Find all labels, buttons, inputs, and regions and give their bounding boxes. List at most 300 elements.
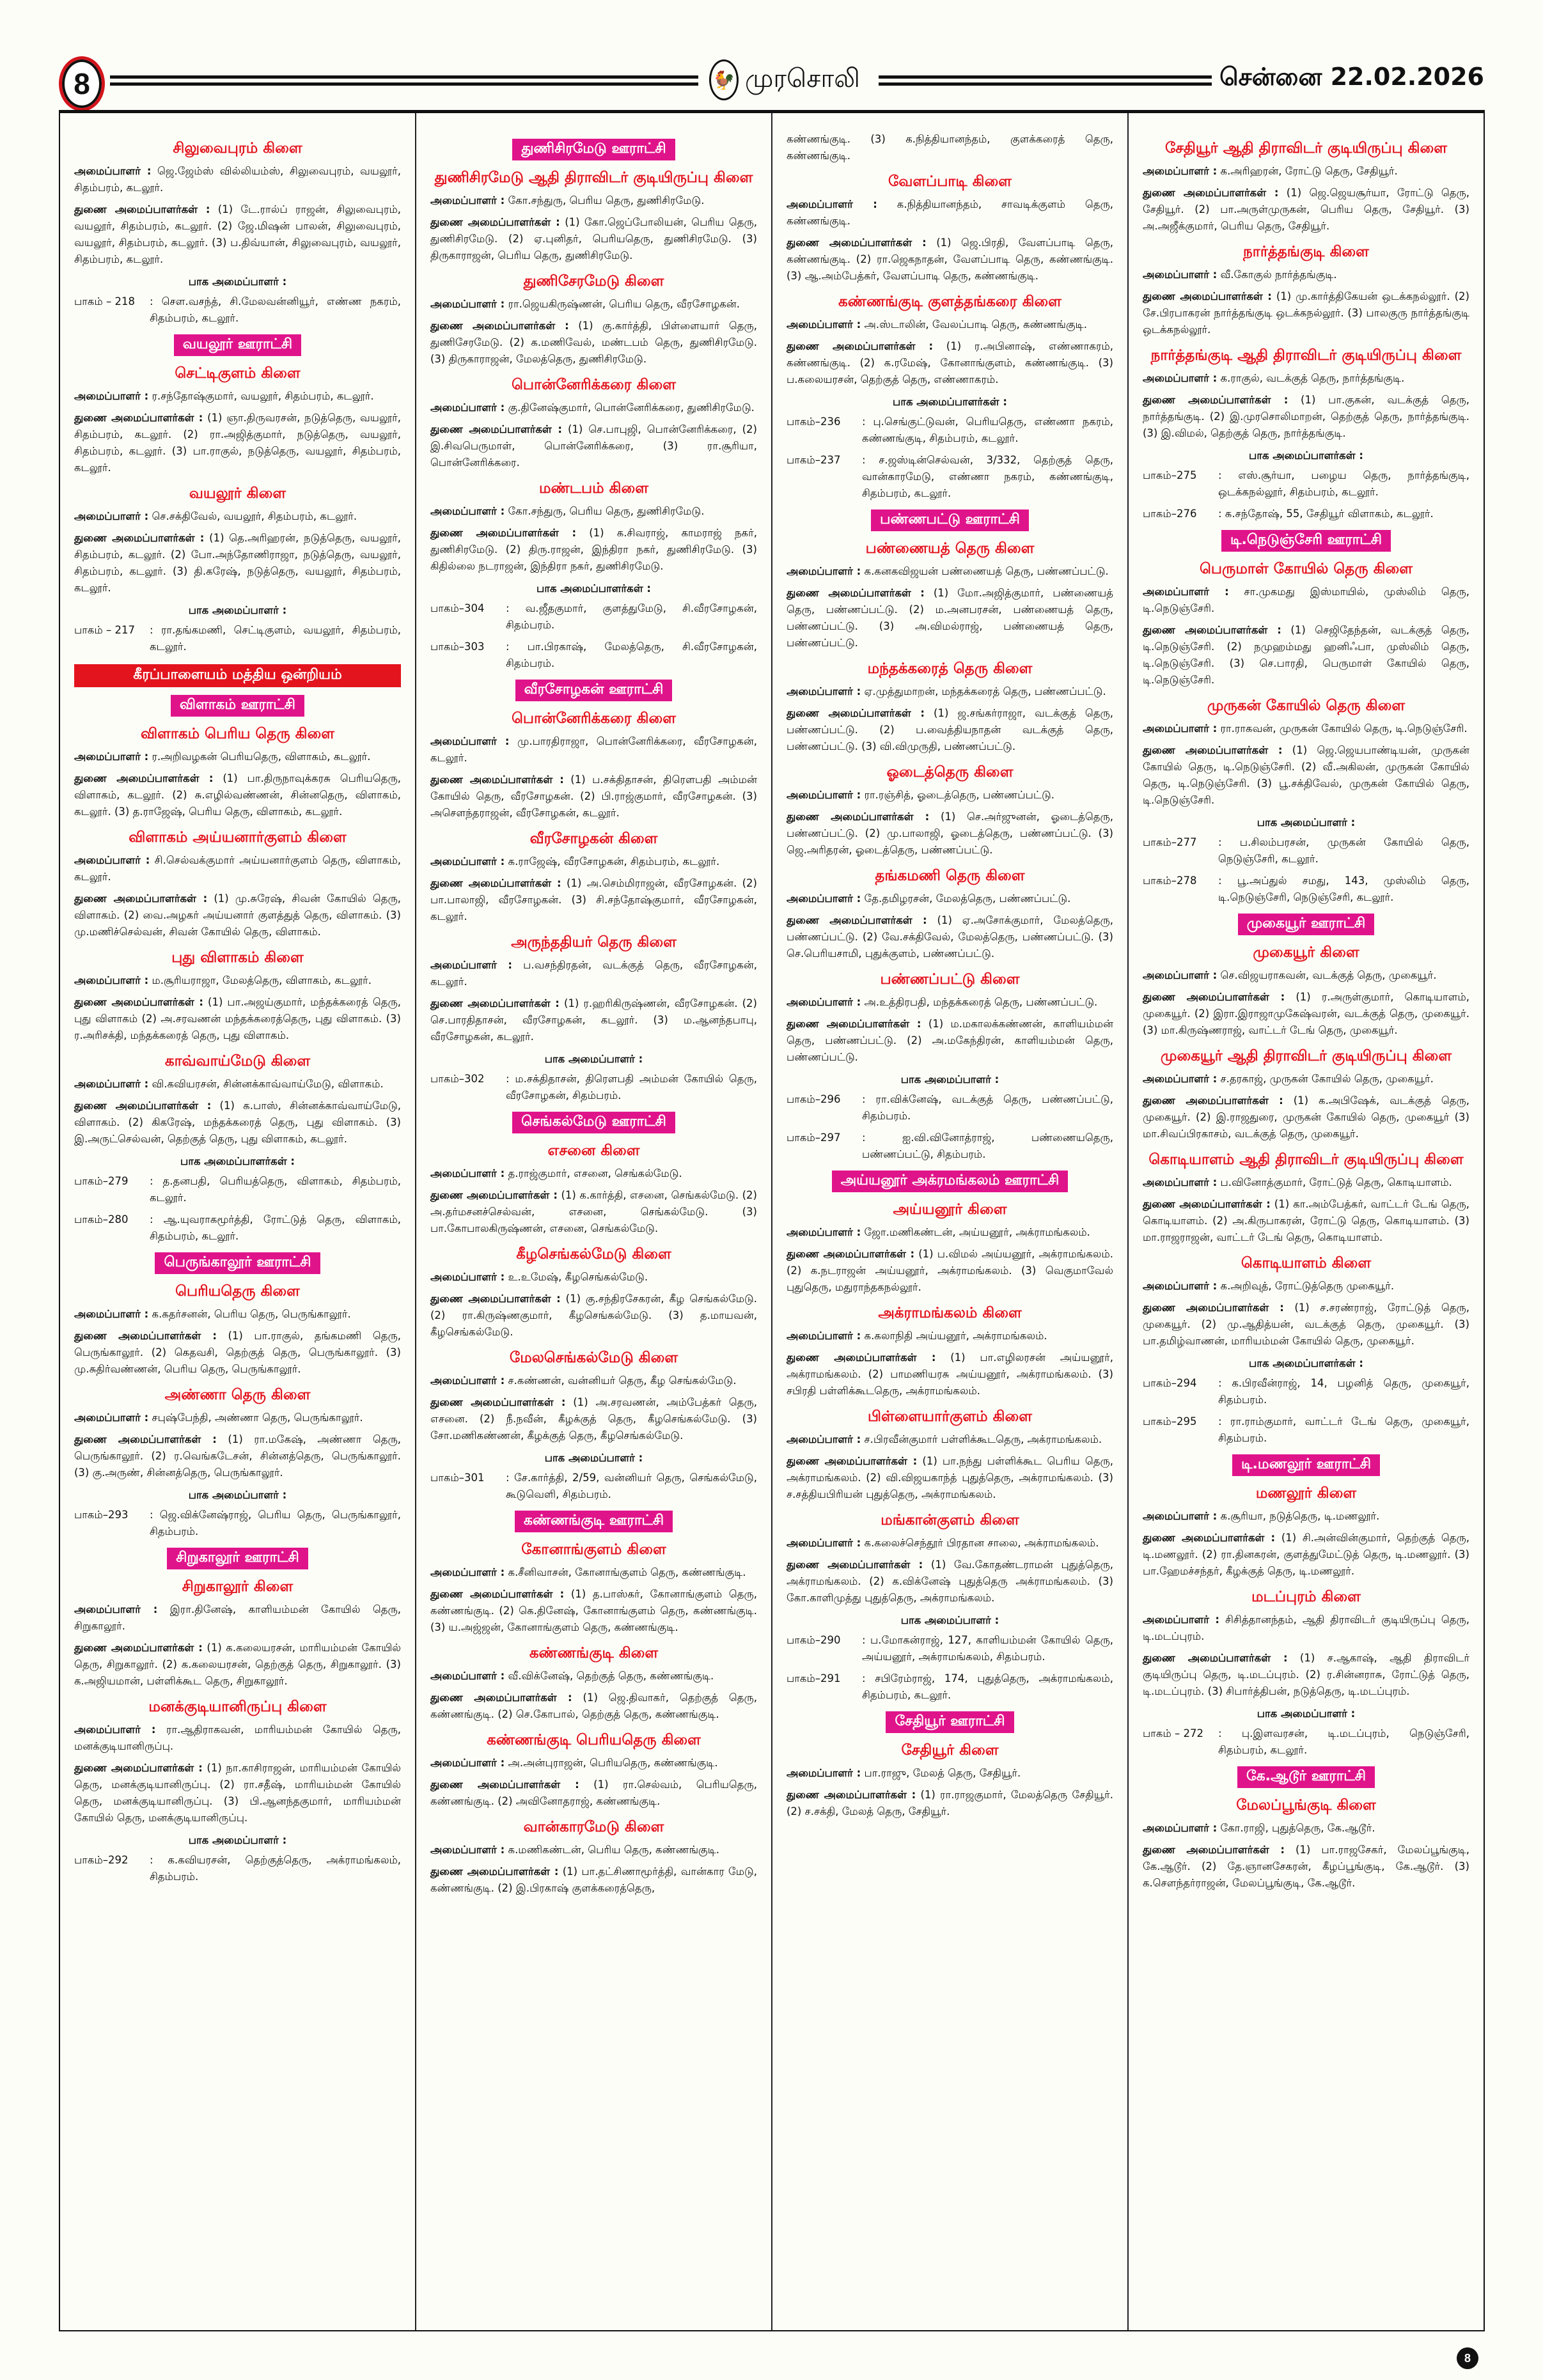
member-names: (1) நா.காசிராஜன், மாரியம்மன் கோயில் தெரு, மனக்குடியானிருப்பு. (2) ரா.சதீஷ், மாரியம்மன் கோயில் தெரு, மனக்குடியானிருப்பு. (3) பி.ஆனந்தகுமார், மாரியம்மன் கோயில் தெரு, மனக்குடியானிருப்பு.: [74, 1762, 401, 1824]
section-subheading: பாக அமைப்பாளர் :: [188, 1489, 287, 1501]
booth-member: : ம.சக்திதாசன், திரௌபதி அம்மன் கோயில் தெரு, வீரசோழகன், சிதம்பரம்.: [506, 1073, 757, 1101]
member-names: ச.தரகாஜ், முருகன் கோயில் தெரு, முகையூர்.: [1217, 1073, 1434, 1085]
member-names: க.அரிஹரன், ரோட்டு தெரு, சேதியூர்.: [1217, 165, 1398, 177]
member-names: க.கதர்சனன், பெரிய தெரு, பெருங்காலூர்.: [148, 1308, 351, 1320]
member-names: (1) ரா.செல்வம், பெரியதெரு, கண்ணங்குடி. (2) அவினோதராஜ், கண்ணங்குடி.: [430, 1778, 757, 1807]
dateline: சென்னை 22.02.2026: [1212, 63, 1484, 95]
role-label: துணை அமைப்பாளர்கள் :: [74, 203, 210, 215]
booth-number: பாகம்–301: [430, 1472, 485, 1484]
role-label: துணை அமைப்பாளர்கள் :: [787, 707, 925, 719]
role-label: அமைப்பாளர் :: [430, 401, 505, 414]
section-subheading: பாக அமைப்பாளர் :: [544, 1053, 643, 1065]
booth-entry: [787, 452, 1113, 502]
section-subheading: பாக அமைப்பாளர் :: [1257, 816, 1356, 828]
branch-heading: அண்ணா தெரு கிளை: [164, 1387, 311, 1403]
member-names: (1) பா.நந்து பள்ளிக்கூட பெரிய தெரு, அக்ராமங்கலம். (2) வி.விஜயகாந்த் புதுத்தெரு, அக்ராமங்கலம். (3) ச.சத்தியபிரியன் புதுத்தெரு, அக்ராமங்கலம்.: [787, 1455, 1113, 1500]
member-paragraph: [1143, 989, 1469, 1039]
panchayat-banner: விளாகம் ஊராட்சி: [171, 695, 304, 717]
booth-entry: [1143, 467, 1469, 501]
branch-heading: மேலப்பூங்குடி கிளை: [1236, 1797, 1376, 1814]
branch-heading: சேதியூர் கிளை: [901, 1742, 999, 1759]
role-label: அமைப்பாளர் :: [787, 1226, 861, 1238]
member-paragraph: [430, 503, 757, 520]
booth-entry: [430, 1071, 757, 1104]
booth-number: பாகம்–294: [1143, 1377, 1197, 1389]
member-names: (1) மோ.அஜித்குமார், பண்ணையத் தெரு, பண்ணப்பட்டு. (2) ம.அனபரசன், பண்ணையத் தெரு, பண்ணப்பட்டு. (3) அ.விமல்ராஜ், பண்ணையத் தெரு, பண்ணப்பட்டு.: [787, 587, 1113, 649]
member-paragraph: [430, 1690, 757, 1723]
panchayat-banner: கே.ஆடூர் ஊராட்சி: [1237, 1766, 1375, 1788]
member-paragraph: [1143, 185, 1469, 235]
role-label: துணை அமைப்பாளர்கள் :: [1143, 744, 1283, 756]
branch-heading: துணிசிரமேடு ஆதி திராவிடர் குடியிருப்பு கிளை: [434, 169, 753, 186]
member-names: (1) க.சிவராஜ், காமராஜ் நகர், துணிசிரமேடு. (2) திரு.ராஜன், இந்திரா நகர், துணிசிரமேடு. (3) கிதில்லை நடராஜன், இந்திரா நகர், துணிசிரமேடு.: [430, 527, 757, 572]
booth-member: : வ.ஜீதகுமார், குளத்துமேடு, சி.வீரசோழகன், சிதம்பரம்.: [506, 602, 757, 631]
booth-number: பாகம்–275: [1143, 469, 1197, 481]
role-label: துணை அமைப்பாளர்கள் :: [787, 237, 927, 249]
member-paragraph: [787, 891, 1113, 907]
member-paragraph: [74, 1601, 401, 1635]
member-names: (1) ஜெ.ஜெயபாண்டியன், முருகன் கோயில் தெரு, டி.நெடுஞ்சேரி. (2) வீ.அகிலன், முருகன் கோயில் தெரு, டி.நெடுஞ்சேரி. (3) பூ.சக்திவேல், முருகன் கோயில் தெரு, டி.நெடுஞ்சேரி.: [1143, 744, 1469, 806]
role-label: அமைப்பாளர் :: [787, 892, 861, 905]
branch-heading: கோனாங்குளம் கிளை: [521, 1541, 666, 1558]
member-paragraph: [430, 957, 757, 990]
role-label: அமைப்பாளர் :: [787, 1433, 861, 1445]
member-paragraph: [430, 1394, 757, 1444]
member-names: க.சூரியா, நடுத்தெரு, டி.மணலூர்.: [1217, 1510, 1380, 1522]
member-paragraph: [787, 316, 1113, 333]
role-label: அமைப்பாளர் :: [430, 505, 505, 517]
role-label: அமைப்பாளர் :: [74, 1723, 156, 1736]
member-paragraph: [430, 772, 757, 821]
branch-heading: தங்கமணி தெரு கிளை: [875, 867, 1025, 884]
member-names: (1) கோ.ஜெப்போலியன், பெரிய தெரு, துணிசிரமேடு. (2) ஏ.புனிதர், பெரியதெரு, துணிசிரமேடு. (3) திருகாராஜன், பெரிய தெரு, துணிசிரமேடு.: [430, 216, 757, 261]
role-label: துணை அமைப்பாளர்கள் :: [787, 1248, 915, 1260]
member-names: க.கலாநிதி அய்யனூர், அக்ராமங்கலம்.: [861, 1330, 1047, 1342]
member-names: கோ.சந்துரு, பெரிய தெரு, துணிசிரமேடு.: [505, 505, 705, 517]
role-label: அமைப்பாளர் :: [430, 1670, 505, 1682]
member-names: (1) கு.கார்த்தி, பிள்ளையார் தெரு, துணிசேரமேடு. (2) க.மணிவேல், மண்டபம் தெரு, துணிசிரமேடு. (3) திருகாராஜன், மேலத்தெரு, துணிசிரமேடு.: [430, 320, 757, 365]
member-paragraph: [430, 875, 757, 925]
member-paragraph: [787, 1246, 1113, 1296]
booth-member: : ரா.விக்னேஷ், வடக்குத் தெரு, பண்ணப்பட்டு, சிதம்பரம்.: [862, 1093, 1113, 1122]
member-names: (1) ச.சரண்ராஜ், ரோட்டுத் தெரு, முகையூர். (2) மு.ஆதித்யன், வடக்குத் தெரு, முகையூர். (3) பா.தமிழ்வாணன், மாரியம்மன் கோயில் தெரு, முகையூர்.: [1143, 1302, 1469, 1347]
member-paragraph: [787, 585, 1113, 651]
member-names: மு.பாரதிராஜா, பொன்னேரிக்கரை, வீரசோழகன், கடலூர்.: [430, 735, 757, 764]
member-names: கு.தினேஷ்குமார், பொன்னேரிக்கரை, துணிசிரமேடு.: [505, 401, 755, 414]
member-paragraph: [74, 1640, 401, 1690]
role-label: அமைப்பாளர் :: [787, 789, 861, 801]
member-paragraph: [787, 787, 1113, 804]
branch-heading: வான்காரமேடு கிளை: [523, 1819, 664, 1835]
member-paragraph: [74, 1760, 401, 1826]
branch-heading: செட்டிகுளம் கிளை: [175, 365, 301, 382]
role-label: அமைப்பாளர் :: [1143, 1073, 1218, 1085]
member-paragraph: [1143, 1093, 1469, 1142]
role-label: அமைப்பாளர் :: [430, 1844, 505, 1856]
role-label: துணை அமைப்பாளர்கள் :: [787, 1455, 918, 1467]
role-label: அமைப்பாளர் :: [74, 510, 149, 522]
role-label: அமைப்பாளர் :: [787, 318, 861, 331]
member-names: (1) ச.ஆகாஷ், ஆதி திராவிடர் குடியிருப்பு தெரு, டி.மடப்புரம். (2) ர.சின்னராசு, ரோட்டுத் தெரு, டி.மடப்புரம். (3) சிபார்த்திபன், நடுத்தெரு, டி.மடப்புரம்.: [1143, 1652, 1469, 1697]
column-1: [60, 113, 416, 2330]
booth-number: பாகம்–277: [1143, 836, 1197, 848]
member-paragraph: [74, 163, 401, 196]
member-paragraph: [430, 1269, 757, 1286]
booth-member: : சே.கார்த்தி, 2/59, வன்னியர் தெரு, செங்கல்மேடு, கூடுவெளி, சிதம்பரம்.: [506, 1472, 757, 1500]
booth-member: : சௌ.வசந்த், சி.மேலவன்னியூர், எண்ண நகரம், சிதம்பரம், கடலூர்.: [150, 295, 401, 324]
page-number-badge: 8: [59, 56, 105, 111]
role-label: துணை அமைப்பாளர்கள் :: [74, 1762, 203, 1774]
booth-member: : க.சந்தோஷ், 55, சேதியூர் விளாகம், கடலூர்.: [1218, 508, 1434, 520]
member-paragraph: [1143, 1530, 1469, 1580]
section-subheading: பாக அமைப்பாளர் :: [544, 1452, 643, 1464]
booth-entry: [430, 1470, 757, 1503]
member-paragraph: [430, 1755, 757, 1771]
booth-entry: [1143, 1375, 1469, 1408]
member-paragraph: [74, 749, 401, 765]
member-names: இரா.தினேஷ், காளியம்மன் கோயில் தெரு, சிறுகாலூர்.: [74, 1603, 401, 1632]
member-paragraph: [430, 318, 757, 368]
role-label: துணை அமைப்பாளர்கள் :: [787, 1789, 916, 1801]
member-names: (1) பா.திருநாவுக்கரசு பெரியதெரு, விளாகம், கடலூர். (2) சு.எழில்வண்ணன், சின்னதெரு, விளாகம், கடலூர். (3) த.ராஜேஷ், பெரிய தெரு, விளாகம், கடலூர்.: [74, 772, 401, 818]
member-names: (1) பா.எழிலரசன் அய்யனூர், அக்ராமங்கலம். (2) பாமணியரசு அய்யனூர், அக்ராமங்கலம். (3) சபிரதி பள்ளிக்கூடதெரு, அக்ராமங்கலம்.: [787, 1351, 1113, 1397]
booth-member: : க.கவியரசன், தெற்குத்தெரு, அக்ராமங்கலம், சிதம்பரம்.: [150, 1854, 401, 1883]
member-names: (1) செஜிதேந்தன், வடக்குத் தெரு, டி.நெடுஞ்சேரி. (2) நமுஹம்மது ஹனிஃபா, முஸ்லிம் தெரு, டி.நெடுஞ்சேரி. (3) செ.பாரதி, பெருமாள் கோயில் தெரு, டி.நெடுஞ்சேரி.: [1143, 624, 1469, 686]
panchayat-banner: முகையூர் ஊராட்சி: [1238, 914, 1375, 935]
role-label: துணை அமைப்பாளர்கள் :: [74, 1642, 203, 1654]
booth-number: பாகம் – 217: [74, 624, 135, 636]
role-label: துணை அமைப்பாளர்கள் :: [430, 527, 577, 539]
role-label: அமைப்பாளர் :: [1143, 1614, 1220, 1626]
branch-heading: பொன்னேரிக்கரை கிளை: [512, 710, 676, 727]
booth-entry: [74, 1211, 401, 1245]
member-names: ப.வசந்திரதன், வடக்குத் தெரு, வீரசோழகன், கடலூர்.: [430, 959, 757, 988]
booth-entry: [787, 1670, 1113, 1704]
member-paragraph: [1143, 392, 1469, 442]
panchayat-banner: பண்ணபட்டு ஊராட்சி: [871, 509, 1029, 531]
role-label: அமைப்பாளர் :: [430, 1167, 505, 1179]
branch-heading: அக்ராமங்கலம் கிளை: [878, 1305, 1022, 1321]
branch-heading: நார்த்தங்குடி கிளை: [1243, 244, 1369, 260]
member-paragraph: [430, 1187, 757, 1237]
member-names: (1) வே.கோதண்டராமன் புதுத்தெரு, அக்ராமங்கலம். (2) க.விக்னேஷ் புதுத்தெரு அக்ராமங்கலம். (3) கோ.காளிமுத்து புதுத்தெரு, அக்ராமங்கலம்.: [787, 1559, 1113, 1604]
member-names: அ.ஸ்டாலின், வேலப்பாடி தெரு, கண்ணங்குடி.: [861, 318, 1087, 331]
member-names: ஜோ.மணிகண்டன், அய்யனூர், அக்ராமங்கலம்.: [861, 1226, 1090, 1238]
member-names: த.ராஜ்குமார், எசனை, செங்கல்மேடு.: [505, 1167, 682, 1179]
member-names: (1) கு.சந்திரசேகரன், கீழ செங்கல்மேடு. (2) ரா.கிருஷ்ணகுமார், கீழசெங்கல்மேடு. (3) த.மாயவன், கீழசெங்கல்மேடு.: [430, 1293, 757, 1338]
member-paragraph: [1143, 1612, 1469, 1645]
member-names: அ.உத்திரபதி, மந்தக்கரைத் தெரு, பண்ணப்பட்டு.: [861, 996, 1098, 1008]
booth-member: : ப.மோகன்ராஜ், 127, காளியம்மன் கோயில் தெரு, அய்யனூர், அக்ராமங்கலம், சிதம்பரம்.: [862, 1634, 1113, 1663]
member-names: (1) மு.கார்த்திகேயன் ஒடக்கநல்லூர். (2) சே.பிரபாகரன் நார்த்தங்குடி ஒடக்கநல்லூர். (3) பாலகுரு நார்த்தங்குடி ஒடக்கநல்லூர்.: [1143, 290, 1469, 336]
member-names: க.மணிகண்டன், பெரிய தெரு, கண்ணங்குடி.: [505, 1844, 720, 1856]
member-paragraph: [787, 809, 1113, 859]
member-names: (1) க.கலையரசன், மாரியம்மன் கோயில் தெரு, சிறுகாலூர். (2) க.கலையரசன், தெற்குத் தெரு, சிறுகாலூர். (3) க.அஜியமான், பள்ளிக்கூட தெரு, சிறுகாலூர்.: [74, 1642, 401, 1687]
member-names: ரா.ராகவன், முருகன் கோயில் தெரு, டி.நெடுஞ்சேரி.: [1217, 722, 1468, 735]
member-paragraph: [430, 1165, 757, 1182]
member-paragraph: [787, 1765, 1113, 1782]
branch-heading: வேளப்பாடி கிளை: [888, 173, 1012, 190]
booth-entry: [1143, 1725, 1469, 1759]
member-paragraph: [74, 891, 401, 940]
branch-heading: முகையூர் கிளை: [1253, 944, 1359, 961]
booth-entry: [787, 1091, 1113, 1124]
member-names: கண்ணங்குடி. (3) க.நித்தியானந்தம், குளக்கரைத் தெரு, கண்ணங்குடி.: [787, 133, 1113, 162]
booth-member: : த.தனபதி, பெரியத்தெரு, விளாகம், சிதம்பரம், கடலூர்.: [150, 1175, 401, 1204]
role-label: அமைப்பாளர் :: [1143, 1822, 1218, 1834]
member-paragraph: [787, 705, 1113, 755]
member-names: ரா.ரஞ்சித், ஓடைத்தெரு, பண்ணப்பட்டு.: [861, 789, 1054, 801]
branch-heading: விளாகம் அய்யனார்குளம் கிளை: [129, 829, 347, 846]
member-paragraph: [430, 1863, 757, 1897]
branch-heading: ஓடைத்தெரு கிளை: [886, 764, 1014, 781]
booth-number: பாகம்–293: [74, 1509, 129, 1521]
member-paragraph: [74, 1076, 401, 1093]
role-label: அமைப்பாளர் :: [1143, 722, 1218, 735]
member-paragraph: [74, 201, 401, 268]
booth-number: பாகம்–291: [787, 1672, 841, 1684]
member-names: சிசித்தானந்தம், ஆதி திராவிடர் குடியிருப்பு தெரு, டி.மடப்புரம்.: [1143, 1614, 1469, 1642]
member-names: க.ராஜேஷ், வீரசோழகன், சிதம்பரம், கடலூர்.: [505, 855, 720, 867]
member-paragraph: [1143, 742, 1469, 809]
role-label: துணை அமைப்பாளர்கள் :: [787, 811, 930, 823]
member-paragraph: [74, 388, 401, 405]
role-label: அமைப்பாளர் :: [1143, 969, 1218, 981]
member-names: ர.சந்தோஷ்குமார், வயலூர், சிதம்பரம், கடலூர்.: [148, 390, 374, 402]
member-names: வி.கவியரசன், சின்னக்காவ்வாய்மேடு, விளாகம்.: [148, 1078, 384, 1090]
role-label: அமைப்பாளர் :: [430, 298, 505, 310]
member-names: (1) அ.செம்மிராஜன், வீரசோழகன். (2) பா.பாலாஜி, வீரசோழகன். (3) சி.சந்தோஷ்குமார், வீரசோழகன், கடலூர்.: [430, 877, 757, 922]
member-paragraph: [787, 1016, 1113, 1066]
member-names: ஏ.முத்துமாறன், மந்தக்கரைத் தெரு, பண்ணப்பட்டு.: [861, 685, 1106, 697]
member-names: சபுஷ்பேந்தி, அண்ணா தெரு, பெருங்காலூர்.: [148, 1412, 363, 1424]
role-label: துணை அமைப்பாளர்கள் :: [787, 1018, 921, 1030]
branch-heading: காவ்வாய்மேடு கிளை: [164, 1053, 311, 1069]
member-paragraph: [430, 421, 757, 471]
member-paragraph: [1143, 370, 1469, 387]
booth-number: பாகம்–237: [787, 454, 841, 466]
panchayat-banner: டி.நெடுஞ்சேரி ஊராட்சி: [1221, 530, 1391, 552]
booth-number: பாகம்–276: [1143, 508, 1197, 520]
member-paragraph: [430, 192, 757, 209]
role-label: அமைப்பாளர் :: [1143, 372, 1218, 384]
branch-heading: மங்கான்குளம் கிளை: [881, 1512, 1019, 1528]
role-label: துணை அமைப்பாளர்கள் :: [1143, 624, 1281, 636]
member-paragraph: [74, 852, 401, 885]
member-names: சி.செல்வக்குமார் அய்யனார்குளம் தெரு, விளாகம், கடலூர்.: [74, 854, 401, 883]
member-paragraph: [787, 683, 1113, 700]
role-label: அமைப்பாளர் :: [787, 565, 861, 577]
role-label: துணை அமைப்பாளர்கள் :: [430, 774, 564, 786]
role-label: துணை அமைப்பாளர்கள் :: [74, 412, 203, 424]
member-paragraph: [787, 563, 1113, 580]
panchayat-banner: சிறுகாலூர் ஊராட்சி: [167, 1548, 308, 1569]
member-paragraph: [1143, 1300, 1469, 1349]
member-paragraph: [787, 1431, 1113, 1448]
booth-entry: [430, 639, 757, 672]
role-label: துணை அமைப்பாளர்கள் :: [430, 877, 561, 889]
member-names: தே.தமிழரசன், மேலத்தெரு, பண்ணப்பட்டு.: [861, 892, 1071, 905]
panchayat-banner: வயலூர் ஊராட்சி: [174, 334, 301, 356]
member-paragraph: [430, 1842, 757, 1858]
branch-heading: மனக்குடியானிருப்பு கிளை: [148, 1699, 327, 1715]
member-paragraph: [430, 733, 757, 766]
role-label: துணை அமைப்பாளர்கள் :: [1143, 1302, 1284, 1314]
member-paragraph: [787, 912, 1113, 962]
member-names: (1) அ.சரவணன், அம்பேத்கர் தெரு, எசனை. (2) நீ.நவீன், கீழக்குத் தெரு, கீழசெங்கல்மேடு. (3) சோ.மணிகண்ணன், கீழக்குத் தெரு, கீழசெங்கல்மேடு.: [430, 1396, 757, 1442]
role-label: அமைப்பாளர் :: [787, 198, 877, 210]
role-label: துணை அமைப்பாளர்கள் :: [787, 914, 927, 926]
branch-heading: வீரசோழகன் கிளை: [529, 830, 658, 847]
member-names: ப.வினோத்குமார், ரோட்டுத் தெரு, கொடியாளம்.: [1217, 1176, 1452, 1188]
role-label: அமைப்பாளர் :: [430, 1374, 505, 1387]
role-label: அமைப்பாளர் :: [430, 1271, 505, 1283]
booth-entry: [787, 1130, 1113, 1163]
role-label: துணை அமைப்பாளர்கள் :: [1143, 1532, 1276, 1544]
booth-entry: [430, 600, 757, 634]
column-2: [416, 113, 772, 2330]
role-label: துணை அமைப்பாளர்கள் :: [1143, 1094, 1283, 1107]
booth-number: பாகம்–278: [1143, 875, 1197, 887]
section-subheading: பாக அமைப்பாளர் :: [188, 604, 287, 616]
role-label: அமைப்பாளர் :: [430, 735, 510, 747]
role-label: அமைப்பாளர் :: [74, 1308, 149, 1320]
role-label: துணை அமைப்பாளர்கள் :: [430, 1293, 561, 1305]
union-title-bar: கீரப்பாளையம் மத்திய ஒன்றியம்: [74, 664, 401, 687]
branch-heading: துணிசேரமேடு கிளை: [523, 273, 664, 290]
member-paragraph: [74, 1306, 401, 1323]
booth-number: பாகம்–297: [787, 1132, 841, 1144]
member-names: (1) ஜெ.திவாகர், தெற்குத் தெரு, கண்ணங்குடி. (2) செ.கோபால், தெற்குத் தெரு, கண்ணங்குடி.: [430, 1692, 757, 1720]
booth-number: பாகம்–279: [74, 1175, 129, 1187]
role-label: அமைப்பாளர் :: [1143, 268, 1218, 281]
member-names: (1) ம.மகாலக்கண்ணன், காளியம்மன் தெரு, பண்ணப்பட்டு. (2) அ.மகேந்திரன், காளியம்மன் தெரு, பண்ணப்பட்டு.: [787, 1018, 1113, 1063]
branch-heading: சேதியூர் ஆதி திராவிடர் குடியிருப்பு கிளை: [1164, 140, 1448, 157]
member-names: (1) பா.ராகுல், தங்கமணி தெரு, பெருங்காலூர். (2) கெதவசி, தெற்குத் தெரு, பெருங்காலூர். (3) மு.சுதிர்வண்ணன், பெரிய தெரு, பெருங்காலூர்.: [74, 1330, 401, 1375]
section-subheading: பாக அமைப்பாளர்கள் :: [1249, 449, 1363, 462]
column-4: [1129, 113, 1484, 2330]
role-label: அமைப்பாளர் :: [787, 685, 861, 697]
role-label: துணை அமைப்பாளர்கள் :: [1143, 991, 1285, 1003]
booth-member: : ரா.தங்கமணி, செட்டிகுளம், வயலூர், சிதம்பரம், கடலூர்.: [150, 624, 401, 653]
branch-heading: மண்டபம் கிளை: [538, 480, 649, 497]
role-label: துணை அமைப்பாளர்கள் :: [430, 1692, 572, 1704]
section-subheading: பாக அமைப்பாளர்கள் :: [1249, 1357, 1363, 1369]
member-names: ம.சூரியராஜா, மேலத்தெரு, விளாகம், கடலூர்.: [148, 974, 372, 986]
member-names: க.ராகுல், வடக்குத் தெரு, நார்த்தங்குடி.: [1217, 372, 1405, 384]
booth-number: பாகம்–292: [74, 1854, 129, 1866]
member-paragraph: [74, 770, 401, 820]
branch-heading: பிள்ளையார்குளம் கிளை: [868, 1408, 1032, 1425]
column-3: [772, 113, 1129, 2330]
booth-number: பாகம்–296: [787, 1093, 841, 1105]
section-subheading: பாக அமைப்பாளர்கள் :: [537, 582, 651, 595]
booth-member: : ச.ஜஸ்டின்செல்வன், 3/332, தெற்குத் தெரு, வான்காரமேடு, எண்ணா நகரம், கண்ணங்குடி, சிதம்பரம், கடலூர்.: [862, 454, 1113, 499]
branch-heading: நார்த்தங்குடி ஆதி திராவிடர் குடியிருப்பு கிளை: [1150, 347, 1462, 364]
branch-heading: மணலூர் கிளை: [1255, 1485, 1357, 1502]
branch-heading: வயலூர் கிளை: [189, 485, 286, 502]
role-label: அமைப்பாளர் :: [1143, 165, 1218, 177]
role-label: அமைப்பாளர் :: [74, 854, 150, 866]
member-names: (1) சி.அன்வின்குமார், தெற்குத் தெரு, டி.மணலூர். (2) ரா.தினகரன், குளத்துமேட்டுத் தெரு, டி.மணலூர். (3) பா.ஹேமச்சந்தர், கீழக்குத் தெரு, டி.மணலூர்.: [1143, 1532, 1469, 1577]
booth-member: : சபிரேம்ராஜ், 174, புதுத்தெரு, அக்ராமங்கலம், சிதம்பரம், கடலூர்.: [862, 1672, 1113, 1701]
section-subheading: பாக அமைப்பாளர் :: [900, 1073, 999, 1085]
footer-page-number: 8: [1457, 2347, 1478, 2369]
role-label: துணை அமைப்பாளர்கள் :: [430, 320, 569, 332]
member-paragraph: [74, 972, 401, 989]
section-subheading: பாக அமைப்பாளர்கள் :: [180, 1155, 295, 1167]
booth-member: : பு.இளவரசன், டி.மடப்புரம், நெடுஞ்சேரி, சிதம்பரம், கடலூர்.: [1218, 1727, 1469, 1756]
role-label: துணை அமைப்பாளர்கள் :: [430, 1189, 558, 1201]
member-paragraph: [787, 1787, 1113, 1820]
member-paragraph: [430, 1586, 757, 1636]
member-paragraph: [1143, 163, 1469, 180]
branch-heading: முகையூர் ஆதி திராவிடர் குடியிருப்பு கிளை: [1160, 1048, 1452, 1064]
role-label: துணை அமைப்பாளர்கள் :: [430, 423, 562, 435]
member-names: க.கலைச்செந்தூர் பிரதான சாலை, அக்ராமங்கலம்.: [861, 1537, 1099, 1549]
booth-number: பாகம்–304: [430, 602, 485, 614]
role-label: துணை அமைப்பாளர்கள் :: [787, 1351, 936, 1364]
member-names: (1) ப.சக்திதாசன், திரௌபதி அம்மன் கோயில் தெரு, வீரசோழகன். (2) பி.ராஜ்குமார், வீரசோழகன். (3) அசௌந்தராஜன், வீரசோழகன், கடலூர்.: [430, 774, 757, 819]
member-names: (1) செ.பாபுஜி, பொன்னேரிக்கரை, (2) இ.சிவபெருமாள், பொன்னேரிக்கரை, (3) ரா.சூரியா, பொன்னேரிக்கரை.: [430, 423, 757, 469]
member-paragraph: [1143, 967, 1469, 984]
member-names: செ.விஜயராகவன், வடக்குத் தெரு, முகையூர்.: [1217, 969, 1437, 981]
member-names: (1) பா.அஜய்குமார், மந்தக்கரைத் தெரு, புது விளாகம் (2) அ.சரவணன் மந்தக்கரைத்தெரு, புது விளாகம். (3) ர.அரிசக்தி, மந்தக்கரைத் தெரு, புது விளாகம்.: [74, 996, 401, 1041]
booth-entry: [74, 1173, 401, 1206]
role-label: அமைப்பாளர் :: [430, 194, 505, 206]
branch-heading: மடப்புரம் கிளை: [1251, 1589, 1361, 1605]
branch-heading: அருந்ததியர் தெரு கிளை: [511, 934, 677, 951]
member-paragraph: [787, 1224, 1113, 1241]
booth-member: : பூ.அப்துல் சமது, 143, முஸ்லிம் தெரு, டி.நெடுஞ்சேரி, நெடுஞ்சேரி, கடலூர்.: [1218, 875, 1469, 903]
member-paragraph: [1143, 1820, 1469, 1837]
member-paragraph: [1143, 584, 1469, 617]
booth-number: பாகம்–303: [430, 641, 485, 653]
booth-member: : ப.சிலம்பரசன், முருகன் கோயில் தெரு, நெடுஞ்சேரி, கடலூர்.: [1218, 836, 1469, 865]
role-label: அமைப்பாளர் :: [1143, 1510, 1218, 1522]
role-label: துணை அமைப்பாளர்கள் :: [430, 216, 560, 228]
booth-number: பாகம் – 272: [1143, 1727, 1203, 1739]
branch-heading: பண்ணப்பட்டு கிளை: [880, 971, 1020, 988]
member-names: (1) ரா.ராஜகுமார், மேலத்தெரு சேதியூர். (2) ச.சக்தி, மேலத் தெரு, சேதியூர்.: [787, 1789, 1113, 1817]
member-names: (1) க.அபிஷேக், வடக்குத் தெரு, முகையூர். (2) இ.ராஜதுரை, முருகன் கோயில் தெரு, முகையூர் (3) மா.சிவப்பிரகாசம், வடக்குத் தெரு, முகையூர்.: [1143, 1094, 1469, 1140]
member-paragraph: [1143, 720, 1469, 737]
role-label: துணை அமைப்பாளர்கள் :: [74, 772, 214, 784]
member-names: (1) ஜெ.பிரதி, வேளப்பாடி தெரு, கண்ணங்குடி. (2) ரா.ஜெகநாதன், வேளப்பாடி தெரு, கண்ணங்குடி. (3) ஆ.அம்பேத்கர், வேளப்பாடி தெரு, கண்ணங்குடி.: [787, 237, 1113, 282]
role-label: அமைப்பாளர் :: [430, 1566, 505, 1578]
member-paragraph: [74, 1328, 401, 1378]
role-label: அமைப்பாளர் :: [1143, 1280, 1218, 1292]
member-paragraph: [74, 508, 401, 525]
booth-entry: [1143, 873, 1469, 906]
member-paragraph: [430, 214, 757, 264]
role-label: அமைப்பாளர் :: [1143, 586, 1229, 598]
role-label: அமைப்பாளர் :: [430, 855, 505, 867]
member-paragraph: [1143, 1174, 1469, 1191]
branch-heading: முருகன் கோயில் தெரு கிளை: [1207, 697, 1406, 714]
booth-entry: [74, 622, 401, 655]
role-label: துணை அமைப்பாளர்கள் :: [1143, 394, 1288, 406]
role-label: துணை அமைப்பாளர்கள் :: [787, 340, 934, 352]
booth-entry: [1143, 506, 1469, 522]
booth-number: பாகம்–236: [787, 416, 841, 428]
member-paragraph: [1143, 1071, 1469, 1087]
member-names: (1) ர.அருள்குமார், கொடியாளம், முகையூர். (2) இரா.இராஜாமுகேஷ்வரன், வடக்குத் தெரு, முகையூர். (3) மா.கிருஷ்ணராஜ், வாட்டர் டேங் தெரு, முகையூர்.: [1143, 991, 1469, 1036]
panchayat-banner: அய்யனூர் அக்ரமங்கலம் ஊராட்சி: [832, 1171, 1069, 1192]
branch-heading: பெரியதெரு கிளை: [175, 1283, 300, 1300]
branch-heading: மேலசெங்கல்மேடு கிளை: [509, 1349, 678, 1366]
member-paragraph: [430, 1777, 757, 1810]
